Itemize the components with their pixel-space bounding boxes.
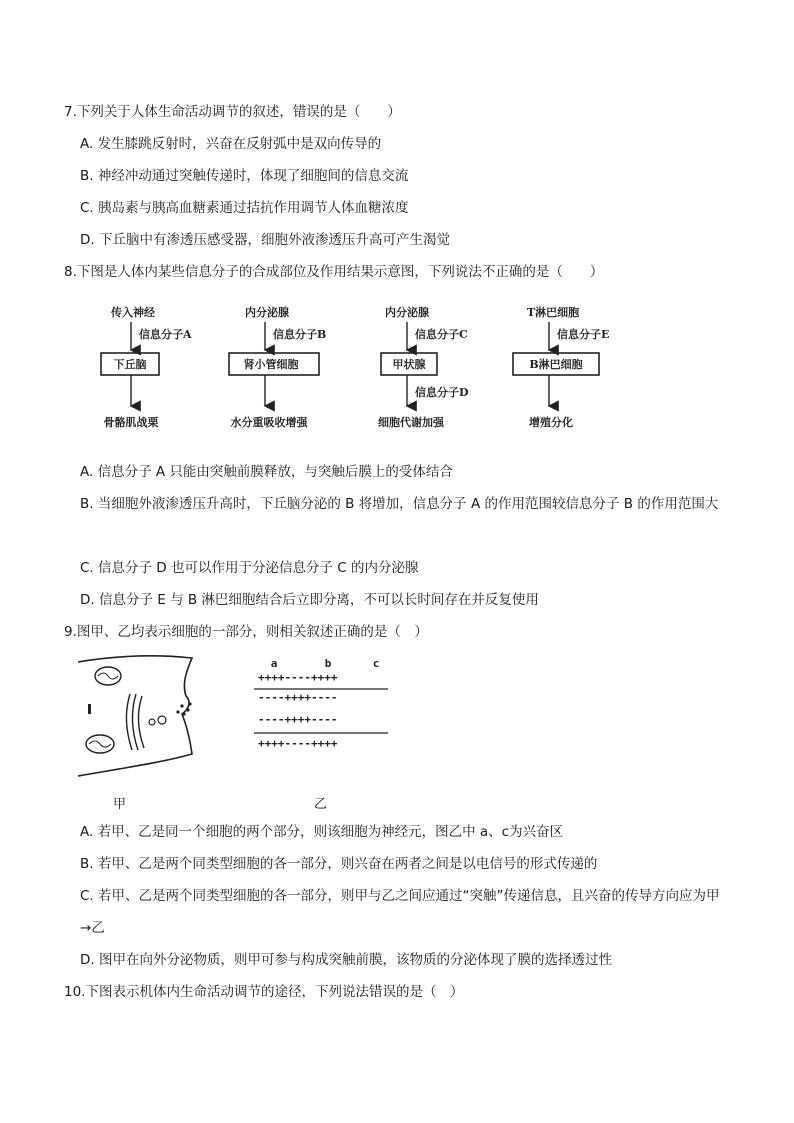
- q9-membrane-diagram-right: [252, 655, 392, 755]
- q8-option-a: A. 信息分子 A 只能由突触前膜释放，与突触后膜上的受体结合: [80, 464, 453, 480]
- charge-row-1: ++++----++++: [258, 671, 338, 684]
- flow-signal-2: 信息分子B: [273, 328, 327, 341]
- flow-signal2-3: 信息分子D: [415, 386, 469, 399]
- q8-option-d: D. 信息分子 E 与 B 淋巴细胞结合后立即分离，不可以长时间存在并反复使用: [80, 592, 539, 608]
- flow-column-1: [101, 305, 192, 429]
- charge-row-3: ----++++----: [258, 713, 338, 726]
- flow-signal-3: 信息分子C: [415, 328, 468, 341]
- charge-row-4: ++++----++++: [258, 737, 338, 750]
- flow-target-4: B淋巴细胞: [529, 358, 583, 371]
- flow-column-3: [378, 305, 469, 429]
- q10-stem: 10.下图表示机体内生命活动调节的途径，下列说法错误的是（ ）: [64, 984, 464, 1000]
- q8-option-b: B. 当细胞外液渗透压升高时，下丘脑分泌的 B 将增加，信息分子 A 的作用范围较信息分子 B 的作用范围大: [80, 496, 719, 512]
- q9-option-d: D. 图甲在向外分泌物质，则甲可参与构成突触前膜，该物质的分泌体现了膜的选择透过性: [80, 952, 612, 968]
- charge-row-2: ----++++----: [258, 691, 338, 704]
- flow-target-2: 肾小管细胞: [243, 358, 299, 371]
- q8-stem: 8.下图是人体内某些信息分子的合成部位及作用结果示意图，下列说法不正确的是（ ）: [64, 264, 604, 280]
- q9-cell-diagram-left: [74, 650, 214, 785]
- flow-result-1: 骨骼肌战栗: [103, 416, 159, 429]
- q9-stem: 9.图甲、乙均表示细胞的一部分，则相关叙述正确的是（ ）: [64, 624, 428, 640]
- q9-option-a: A. 若甲、乙是同一个细胞的两个部分，则该细胞为神经元，图乙中 a、c为兴奋区: [80, 824, 564, 840]
- point-label-a: a: [270, 657, 278, 670]
- flow-target-1: 下丘脑: [113, 358, 147, 371]
- q8-option-c: C. 信息分子 D 也可以作用于分泌信息分子 C 的内分泌腺: [80, 560, 419, 576]
- flow-target-3: 甲状腺: [392, 358, 426, 371]
- flow-column-2: [229, 305, 326, 429]
- flow-column-4: [513, 305, 609, 429]
- flow-source-1: 传入神经: [111, 306, 155, 319]
- q7-option-b: B. 神经冲动通过突触传递时，体现了细胞间的信息交流: [80, 168, 409, 184]
- flow-source-2: 内分泌腺: [245, 306, 289, 319]
- q7-option-d: D. 下丘脑中有渗透压感受器，细胞外液渗透压升高可产生渴觉: [80, 232, 450, 248]
- q7-option-c: C. 胰岛素与胰高血糖素通过拮抗作用调节人体血糖浓度: [80, 200, 409, 216]
- q9-option-c: C. 若甲、乙是两个同类型细胞的各一部分，则甲与乙之间应通过“突触”传递信息，且兴奋的传导方向应为甲→乙: [80, 888, 720, 936]
- figure-caption-left: 甲: [113, 797, 127, 812]
- flow-source-3: 内分泌腺: [385, 306, 429, 319]
- q9-option-b: B. 若甲、乙是两个同类型细胞的各一部分，则兴奋在两者之间是以电信号的形式传递的: [80, 856, 598, 872]
- point-label-b: b: [324, 657, 332, 670]
- flow-source-4: T淋巴细胞: [526, 306, 580, 319]
- flow-result-4: 增殖分化: [529, 416, 573, 429]
- figure-caption-right: 乙: [314, 797, 328, 812]
- flow-signal-4: 信息分子E: [557, 328, 610, 341]
- flow-result-3: 细胞代谢加强: [378, 416, 444, 429]
- q8-flow-diagram: [95, 296, 655, 438]
- point-label-c: c: [372, 657, 380, 670]
- flow-result-2: 水分重吸收增强: [230, 416, 308, 429]
- flow-signal-1: 信息分子A: [139, 328, 192, 341]
- q7-option-a: A. 发生膝跳反射时，兴奋在反射弧中是双向传导的: [80, 136, 382, 152]
- q7-stem: 7.下列关于人体生命活动调节的叙述，错误的是（ ）: [64, 104, 401, 120]
